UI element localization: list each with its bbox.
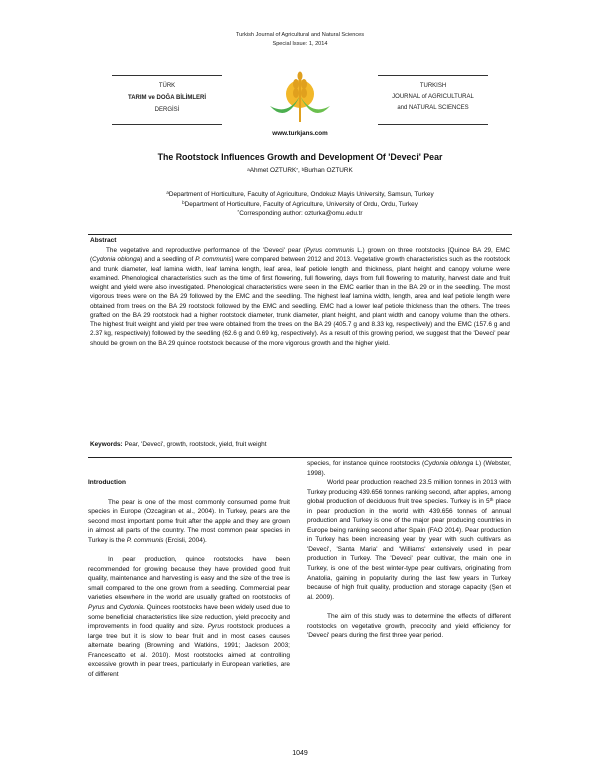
page-number: 1049 [292,750,308,757]
abstract-text [90,246,510,348]
intro-p2-and: and [104,604,120,612]
author-line [0,167,600,174]
article-title: The Rootstock Influences Growth and Development Of 'Deveci' Pear [157,152,443,162]
abstract-heading: Abstract [90,237,117,244]
study-aim-paragraph: The aim of this study was to determine the effects of different rootstocks on vegetative growth, precocity and yield efficiency for 'Deveci' pears during the first three year period. [307,613,511,640]
intro-p1-italic: P. communis [126,536,164,544]
author1-star: * [296,167,299,172]
right-p1-seg-a: World pear production reached 23.5 million tonnes in 2013 with Turkey producing 439.656 tonnes ranking second, after apples, among global production of deciduous fruit tree species. Turkey is in 5 [307,479,511,506]
abstract-seg-1: The vegetative and reproductive performance of the 'Deveci' pear ( [106,247,306,254]
affil-b-sup: b [182,199,185,205]
intro-p2-italic-3: Pyrus [207,623,225,631]
corresponding-author [0,209,600,219]
english-journal-title-box [378,75,488,125]
abstract-italic-3: P. communis [195,256,232,264]
left-column [88,466,290,679]
abstract-seg-2: L.) grown on three rootstocks [Quince BA 29, EMC ( [90,247,511,264]
intro-p2-seg-c: rootstock produces a large tree but it is slow to bear fruit and in most cases causes alternate bearing (Browning and Watkins, 1991; Jackson 2003; Francescatto et al. 2010). Most rootstocks aimed at controlling excessive growth in pear trees, particularly in European varieties, are of different [88,623,290,678]
right-p0-seg-b: L) (Webster, 1998). [307,460,511,477]
keywords-list: Pear, 'Deveci', growth, rootstock, yield, fruit weight [122,441,267,448]
corresponding-author-text: Corresponding author: ozturka@omu.edu.tr [239,210,363,218]
affil-b-text: Department of Horticulture, Faculty of Agriculture, University of Ordu, Ordu, Turkey [184,200,418,208]
issue-header: Special Issue: 1, 2014 [272,41,328,47]
intro-p2-italic-1: Pyrus [88,604,105,612]
author1-sup: a [247,167,250,172]
left-box-line-3: DERGİSİ [154,107,180,113]
introduction-heading: Introduction [88,479,126,486]
right-box-line-2: JOURNAL of AGRICULTURAL [392,94,474,100]
abstract-italic-2: Cydonia oblonga [92,256,141,264]
author1: Ahmet OZTURK [249,167,297,174]
author2: Burhan OZTURK [304,167,353,174]
journal-name-header: Turkish Journal of Agricultural and Natural Sciences [235,32,365,38]
intro-p2-seg-b: . Quinces rootstocks have been widely used due to some beneficial characteristics like size reduction, yield precocity and improvements in food quality and size. [88,604,290,631]
affiliation-b [0,200,600,210]
affil-star-sup: * [237,209,240,215]
keywords [90,441,510,448]
right-p1-sup: th [489,497,494,503]
journal-website-link[interactable]: www.turkjans.com [272,130,328,137]
abstract-italic-1: Pyrus communis [305,247,355,254]
right-continuation [307,459,511,478]
intro-paragraph-1 [88,498,290,546]
keywords-label: Keywords: [90,441,123,448]
author-separator: , [298,167,302,174]
right-column [307,459,511,641]
left-box-line-2: TARIM ve DOĞA BİLİMLERİ [128,95,206,101]
affiliations [0,190,600,219]
pear-production-paragraph [307,478,511,602]
left-box-line-1: TÜRK [158,83,176,89]
affiliation-a [0,190,600,200]
intro-p2-seg-a: In pear production, quince rootstocks have been recommended for growing because they have provided good fruit quality, maintenance and harvesting is easy and the size of the tree is small compared to the one grown from a seedling. Commercial pear varieties elsewhere in the world are usually grafted on rootstocks of [88,556,290,602]
affil-a-sup: a [166,190,169,195]
right-p0-italic: Cydonia oblonga [424,460,474,467]
abstract-seg-3: ) and a seedling of [140,256,196,264]
author2-sup: b [301,167,305,172]
intro-p1-seg-b: (Ercisli, 2004). [163,536,207,544]
wheat-sun-logo-icon [258,66,342,128]
right-box-line-3: and NATURAL SCIENCES [397,105,469,111]
turkish-journal-title-box [112,75,222,125]
right-p1-seg-b: place in pear production in the world with 439.656 tonnes of annual production and Turkey is one of the major pear producing countries in Europe being ranking second after Spain (FAO 2014). Pear production in Turkey has been increasing year by year with such cultivars as 'Deveci', 'Santa Maria' and 'Williams' extensively used in pear production in Turkey. The 'Deveci' pear cultivar, the main one in Turkey, is one of the best winter-type pear cultivars, originating from Anatolia, gaining in popularity during the last few years in Turkey because of high fruit quality, production and storage capacity (Şen et al. 2009). [307,498,511,601]
intro-paragraph-2 [88,555,290,679]
intro-p1-seg-a: The pear is one of the most commonly consumed pome fruit species in Europe (Ozcagiran et al., 2004). In Turkey, pears are the second most important pome fruit after the apple and they are grown in almost all parts of the country. The most common pear species in Turkey is the [88,498,290,544]
right-p0-seg-a: species, for instance quince rootstocks ( [307,460,425,467]
intro-p2-italic-2: Cydonia [119,604,144,612]
right-box-line-1: TURKISH [419,83,447,89]
abstract-seg-4: ] were compared between 2012 and 2013. Vegetative growth characteristics such as the rootstock and trunk diameter, leaf lamina width, leaf lamina length, leaf area, leaf petiole length and thickness, plant height and canopy volume were examined. Phenological characteristics such as the time of first flowering, full flowering, days from full flowering to maturity, harvest date and fruit weight and yield were also investigated. Phenological characteristics were seen in the EMC earlier than in the BA 29 or in the seedling. The most vigorous trees were on the BA 29 followed by the EMC and the seedling. The highest leaf lamina width, length, area and leaf petiole length were obtained from trees on the BA 29 rootstock followed by the EMC and seedling. EMC had a lower leaf petiole thickness than the others. The trees grafted on the BA 29 rootstock had a higher rootstock diameter, trunk diameter, plant height, and plant width and canopy volume than the others. The highest fruit weight and yield per tree were obtained from the trees on the BA 29 (405.7 g and 8.33 kg, respectively) and the EMC (157.6 g and 2.37 kg, respectively) followed by the seedling (62.6 g and 0.69 kg, respectively). As a result of this growing period, we suggest that the 'Deveci' pear should be grown on the BA 29 quince rootstock because of the more vigorous growth and the higher yield. [90,256,511,347]
affil-a-text: Department of Horticulture, Faculty of Agriculture, Ondokuz Mayis University, Samsun, Turkey [168,191,434,198]
